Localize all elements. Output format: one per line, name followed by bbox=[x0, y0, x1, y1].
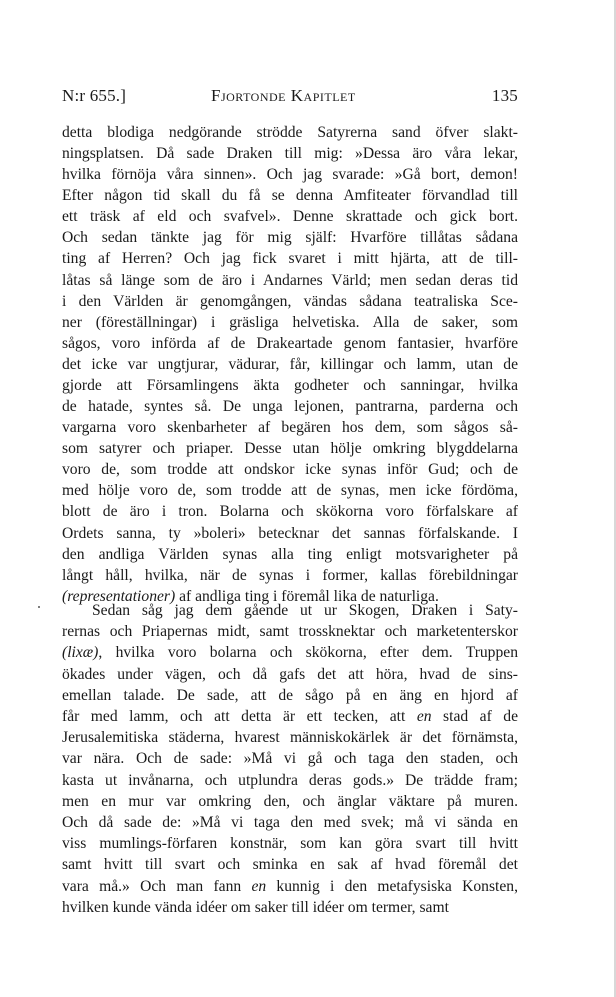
text-line bbox=[62, 664, 518, 685]
text-segment: ner (föreställningar) i gräsliga helvetiska. Alla de saker, som bbox=[62, 313, 518, 331]
text-line bbox=[62, 565, 518, 586]
text-line bbox=[62, 312, 518, 333]
text-line bbox=[62, 727, 518, 748]
text-line bbox=[62, 333, 518, 354]
text-segment: får med lamm, och att detta är ett tecken, att bbox=[62, 708, 417, 725]
italic-text: (lixæ) bbox=[62, 644, 99, 662]
text-segment: emellan talade. De sade, att de sågo på en äng en hjord af bbox=[62, 686, 518, 704]
text-segment: vara må.» Och man fann bbox=[62, 877, 252, 895]
text-line bbox=[62, 523, 518, 544]
margin-speck bbox=[38, 606, 40, 608]
text-segment: det icke var ungtjurar, vädurar, får, killingar och lamm, utan de bbox=[62, 355, 518, 373]
text-line bbox=[62, 164, 518, 185]
text-line bbox=[62, 375, 518, 396]
text-segment: voro de, som trodde att ondskor icke synas inför Gud; och de bbox=[62, 461, 518, 479]
text-line bbox=[62, 354, 518, 375]
text-segment: med hölje voro de, som trodde att de synas, men icke fördöma, bbox=[62, 482, 518, 500]
text-segment: ningsplatsen. Då sade Draken till mig: »Dessa äro våra lekar, bbox=[62, 145, 518, 163]
page-reference: N:r 655.] bbox=[62, 86, 127, 105]
running-header bbox=[62, 86, 518, 108]
text-line bbox=[62, 122, 518, 143]
text-line bbox=[62, 501, 518, 522]
text-line bbox=[62, 248, 518, 269]
text-line bbox=[62, 876, 518, 897]
italic-text: en bbox=[251, 877, 267, 895]
text-line bbox=[62, 206, 518, 227]
text-line bbox=[62, 621, 518, 642]
italic-text: (representationer) bbox=[62, 587, 176, 605]
text-line bbox=[62, 770, 518, 791]
text-segment: Jerusalemitiska städerna, hvarest människokärlek är det förnämsta, bbox=[62, 729, 518, 747]
text-segment: Ordets sanna, ty »boleri» betecknar det sannas förfalskande. I bbox=[62, 524, 518, 542]
text-line bbox=[62, 396, 518, 417]
italic-text: en bbox=[416, 708, 432, 725]
text-segment: men en mur var omkring den, och änglar väktare på muren. bbox=[62, 792, 518, 810]
text-segment: Sedan såg jag dem gående ut ur Skogen, Draken i Saty- bbox=[92, 602, 518, 619]
text-line bbox=[62, 706, 518, 727]
text-segment: de hatade, syntes så. De unga lejonen, pantrarna, parderna och bbox=[62, 398, 518, 416]
text-segment: Och då sade de: »Må vi taga den med svek; må vi sända en bbox=[62, 814, 518, 831]
text-segment: var nära. Och de sade: »Må vi gå och taga den staden, och bbox=[62, 750, 518, 768]
text-line bbox=[62, 897, 518, 918]
text-line bbox=[62, 270, 518, 291]
text-line bbox=[62, 685, 518, 706]
text-line bbox=[62, 291, 518, 312]
text-line bbox=[62, 438, 518, 459]
text-segment: Och sedan tänkte jag för mig själf: Hvarföre tillåtas sådana bbox=[62, 229, 518, 247]
text-segment: stad af de bbox=[431, 708, 518, 725]
text-segment: den andliga Världen synas alla ting enligt motsvarigheter på bbox=[62, 545, 518, 563]
text-segment: gjorde att Församlingens äkta godheter och sanningar, hvilka bbox=[62, 376, 518, 394]
text-segment: hvilken kunde vända idéer om saker till idéer om termer, samt bbox=[62, 898, 449, 916]
text-line bbox=[62, 185, 518, 206]
text-line bbox=[62, 143, 518, 164]
text-line bbox=[92, 600, 518, 621]
chapter-title: Fjortonde Kapitlet bbox=[211, 86, 356, 105]
text-segment: kasta ut invånarna, och utplundra deras gods.» De trädde fram; bbox=[62, 771, 518, 789]
text-segment: detta blodiga nedgörande strödde Satyrerna sand öfver slakt- bbox=[62, 124, 518, 141]
text-segment: viss mumlings-förfaren konstnär, som kan göra svart till hvitt bbox=[62, 835, 518, 853]
text-line bbox=[62, 459, 518, 480]
text-line bbox=[62, 227, 518, 248]
text-line bbox=[62, 812, 518, 833]
text-line bbox=[62, 854, 518, 875]
text-segment: Efter någon tid skall du få se denna Amfiteater förvandlad till bbox=[62, 187, 518, 205]
text-segment: samt hvitt till svart och sminka en sak af hvad föremål det bbox=[62, 856, 518, 874]
text-line bbox=[62, 791, 518, 812]
text-segment: ett träsk af eld och svafvel». Denne skrattade och gick bort. bbox=[62, 208, 518, 226]
text-segment: ting af Herren? Och jag fick svaret i mitt hjärta, att de till- bbox=[62, 250, 518, 268]
text-line bbox=[62, 480, 518, 501]
text-line bbox=[62, 748, 518, 769]
text-segment: , hvilka voro bolarna och skökorna, efter dem. Truppen bbox=[98, 644, 518, 662]
text-segment: som satyrer och priaper. Desse utan hölje omkring blygddelarna bbox=[62, 440, 518, 458]
text-segment: långt håll, hvilka, när de synas i former, kallas förebildningar bbox=[62, 566, 518, 584]
text-segment: vargarna voro skenbarheter af begären hos dem, som sågos så- bbox=[62, 419, 518, 437]
text-line bbox=[62, 833, 518, 854]
text-segment: kunnig i den metafysiska Konsten, bbox=[266, 877, 518, 895]
text-segment: ökades under vägen, och då gafs det att höra, hvad de sins- bbox=[62, 665, 518, 683]
text-segment: rernas och Priapernas midt, samt trossknektar och marketenterskor bbox=[62, 623, 518, 641]
text-segment: låtas så länge som de äro i Andarnes Värld; men sedan deras tid bbox=[62, 271, 518, 289]
text-segment: i den Världen är genomgången, vändas sådana teatraliska Sce- bbox=[62, 292, 518, 310]
text-line bbox=[62, 544, 518, 565]
text-line bbox=[62, 642, 518, 663]
text-segment: af andliga ting i föremål lika de naturliga. bbox=[175, 587, 439, 605]
text-segment: blott de äro i tron. Bolarna och skökorna voro förfalskare af bbox=[62, 503, 518, 521]
text-line bbox=[62, 417, 518, 438]
text-segment: sågos, voro införda af de Drakeartade genom fantasier, hvarföre bbox=[62, 334, 518, 352]
page-number: 135 bbox=[491, 86, 518, 105]
text-segment: hvilka förnöja våra sinnen». Och jag svarade: »Gå bort, demon! bbox=[62, 166, 518, 184]
